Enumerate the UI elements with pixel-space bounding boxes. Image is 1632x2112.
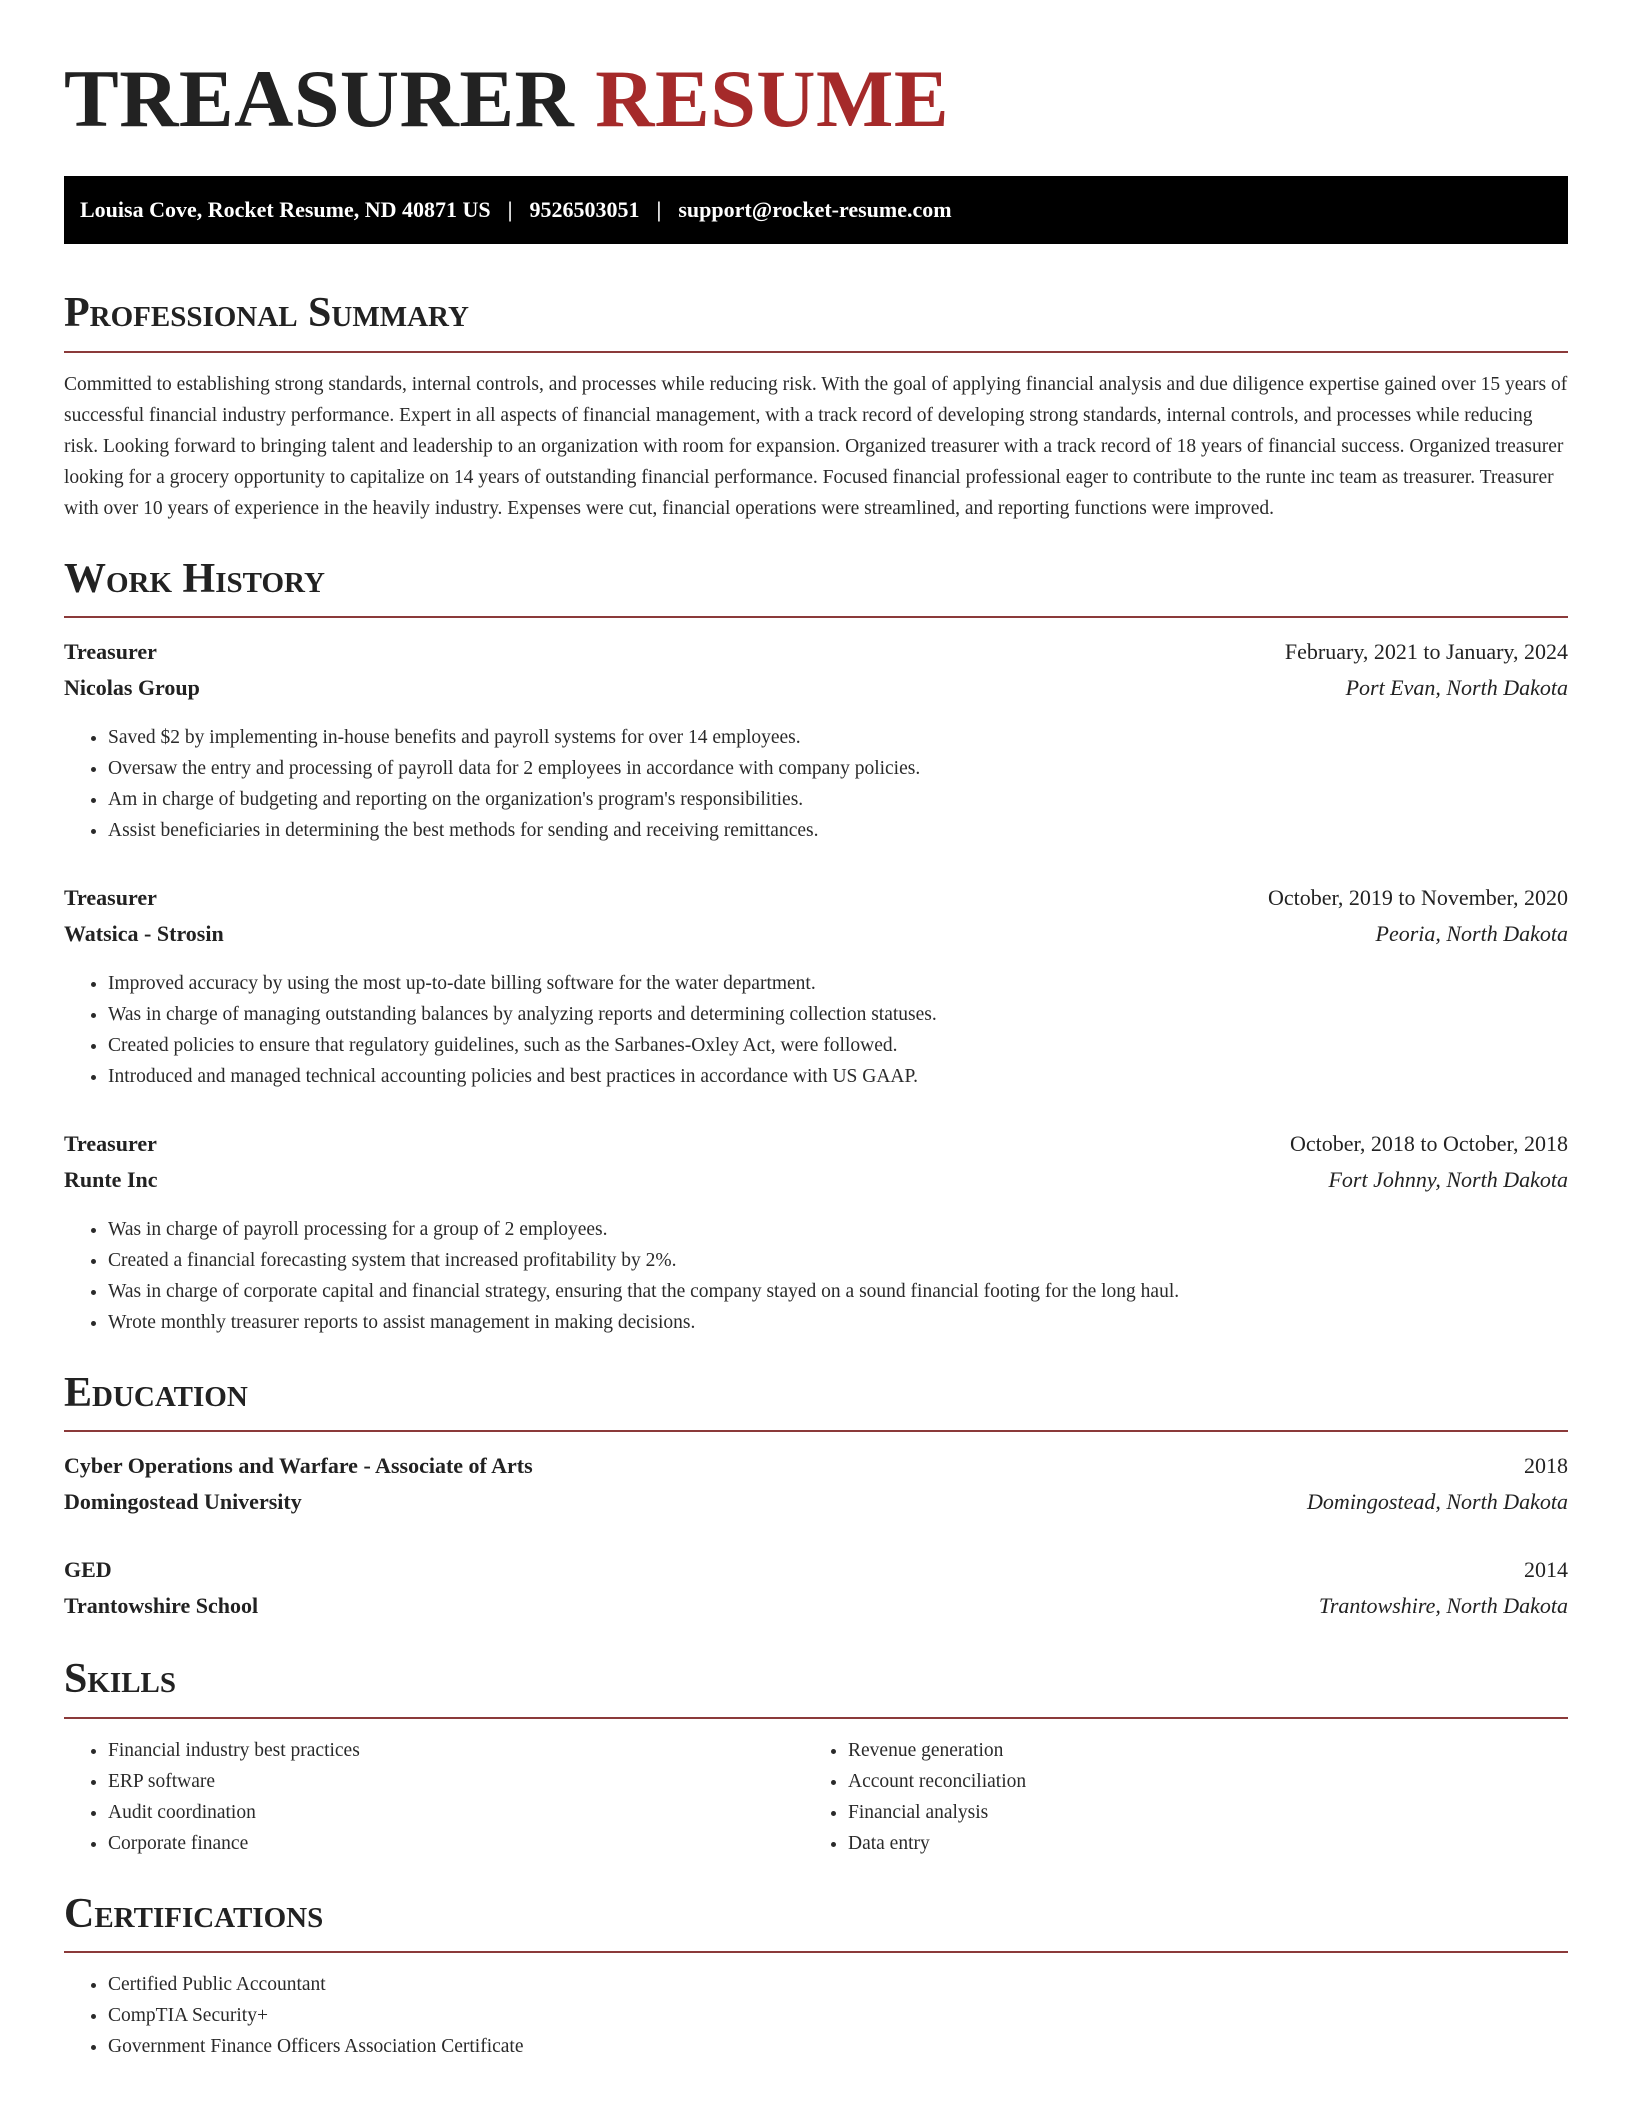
job-entry <box>64 1126 1568 1338</box>
job-bullets <box>64 968 1568 1092</box>
education-location: Domingostead, North Dakota <box>1307 1489 1568 1515</box>
education-degree-row <box>64 1552 1568 1588</box>
job-title: Treasurer <box>64 884 157 910</box>
education-entry <box>64 1552 1568 1624</box>
contact-email: support@rocket-resume.com <box>678 197 952 223</box>
education-school: Domingostead University <box>64 1489 302 1515</box>
list-item: • Certified Public Accountant <box>108 1969 1568 2000</box>
job-dates: October, 2018 to October, 2018 <box>1289 1130 1568 1156</box>
job-bullets <box>64 722 1568 846</box>
list-item: • CompTIA Security+ <box>108 2000 1568 2031</box>
section-title-summary: Professional Summary <box>64 288 1568 352</box>
list-item: • Assist beneficiaries in determining the best methods for sending and receiving remittances. <box>108 815 1568 846</box>
section-title-work-history: Work History <box>64 554 1568 618</box>
job-title: Treasurer <box>64 1130 157 1156</box>
list-item: • Created policies to ensure that regulatory guidelines, such as the Sarbanes-Oxley Act, were followed. <box>108 1030 1568 1061</box>
section-title-skills: Skills <box>64 1654 1568 1718</box>
list-item: • Created a financial forecasting system that increased profitability by 2%. <box>108 1245 1568 1276</box>
list-item: • Audit coordination <box>108 1797 804 1828</box>
job-company-row <box>64 916 1568 952</box>
job-entry <box>64 634 1568 846</box>
certifications-list <box>64 1969 1568 2062</box>
skills-list-left <box>64 1735 804 1859</box>
job-company-row <box>64 1162 1568 1198</box>
list-item: • Financial industry best practices <box>108 1735 804 1766</box>
job-location: Fort Johnny, North Dakota <box>1328 1166 1568 1192</box>
list-item: • Saved $2 by implementing in-house benefits and payroll systems for over 14 employees. <box>108 722 1568 753</box>
education-year: 2018 <box>1524 1453 1568 1479</box>
title-part-treasurer: TREASURER <box>64 53 575 144</box>
job-header-row <box>64 634 1568 670</box>
list-item: • Financial analysis <box>848 1797 1544 1828</box>
job-company: Runte Inc <box>64 1166 158 1192</box>
list-item: • ERP software <box>108 1766 804 1797</box>
list-item: • Oversaw the entry and processing of payroll data for 2 employees in accordance with company policies. <box>108 753 1568 784</box>
list-item: • Wrote monthly treasurer reports to assist management in making decisions. <box>108 1307 1568 1338</box>
contact-bar <box>64 176 1568 244</box>
list-item: • Data entry <box>848 1828 1544 1859</box>
education-location: Trantowshire, North Dakota <box>1318 1593 1568 1619</box>
list-item: • Was in charge of managing outstanding balances by analyzing reports and determining collection statuses. <box>108 999 1568 1030</box>
list-item: • Revenue generation <box>848 1735 1544 1766</box>
job-company: Nicolas Group <box>64 674 200 700</box>
contact-separator: | <box>507 197 513 223</box>
list-item: • Account reconciliation <box>848 1766 1544 1797</box>
section-title-education: Education <box>64 1368 1568 1432</box>
education-degree: Cyber Operations and Warfare - Associate of Arts <box>64 1453 533 1479</box>
summary-text: Committed to establishing strong standards, internal controls, and processes while reducing risk. With the goal of applying financial analysis and due diligence expertise gained over 15 years of successful financial industry performance. Expert in all aspects of financial management, with a track record of developing strong standards, internal controls, and processes while reducing risk. Looking forward to bringing talent and leadership to an organization with room for expansion. Organized treasurer with a track record of 18 years of financial success. Organized treasurer looking for a grocery opportunity to capitalize on 14 years of outstanding financial performance. Focused financial professional eager to contribute to the runte inc team as treasurer. Treasurer with over 10 years of experience in the heavily industry. Expenses were cut, financial operations were streamlined, and reporting functions were improved. <box>64 373 1568 519</box>
job-bullets <box>64 1214 1568 1338</box>
list-item: • Improved accuracy by using the most up-to-date billing software for the water department. <box>108 968 1568 999</box>
education-school-row <box>64 1588 1568 1624</box>
job-company: Watsica - Strosin <box>64 920 224 946</box>
education-year: 2014 <box>1524 1557 1568 1583</box>
list-item: • Am in charge of budgeting and reporting on the organization's program's responsibilities. <box>108 784 1568 815</box>
contact-address: Louisa Cove, Rocket Resume, ND 40871 US <box>80 197 491 223</box>
education-entry <box>64 1448 1568 1520</box>
job-title: Treasurer <box>64 638 157 664</box>
skills-columns <box>64 1735 1568 1859</box>
job-location: Port Evan, North Dakota <box>1345 674 1568 700</box>
list-item: • Was in charge of corporate capital and financial strategy, ensuring that the company stayed on a sound financial footing for the long haul. <box>108 1276 1568 1307</box>
job-dates: October, 2019 to November, 2020 <box>1267 884 1568 910</box>
title-part-resume: RESUME <box>595 53 950 144</box>
job-location: Peoria, North Dakota <box>1375 920 1568 946</box>
list-item: • Corporate finance <box>108 1828 804 1859</box>
education-school-row <box>64 1484 1568 1520</box>
job-entry <box>64 880 1568 1092</box>
resume-title <box>64 54 1568 144</box>
job-header-row <box>64 880 1568 916</box>
list-item: • Was in charge of payroll processing for a group of 2 employees. <box>108 1214 1568 1245</box>
education-degree: GED <box>64 1557 112 1583</box>
education-degree-row <box>64 1448 1568 1484</box>
section-title-certifications: Certifications <box>64 1889 1568 1953</box>
list-item: • Introduced and managed technical accounting policies and best practices in accordance with US GAAP. <box>108 1061 1568 1092</box>
list-item: • Government Finance Officers Association Certificate <box>108 2031 1568 2062</box>
contact-separator: | <box>656 197 662 223</box>
job-company-row <box>64 670 1568 706</box>
skills-list-right <box>804 1735 1544 1859</box>
contact-phone: 9526503051 <box>529 197 640 223</box>
job-header-row <box>64 1126 1568 1162</box>
job-dates: February, 2021 to January, 2024 <box>1284 638 1568 664</box>
education-school: Trantowshire School <box>64 1593 259 1619</box>
